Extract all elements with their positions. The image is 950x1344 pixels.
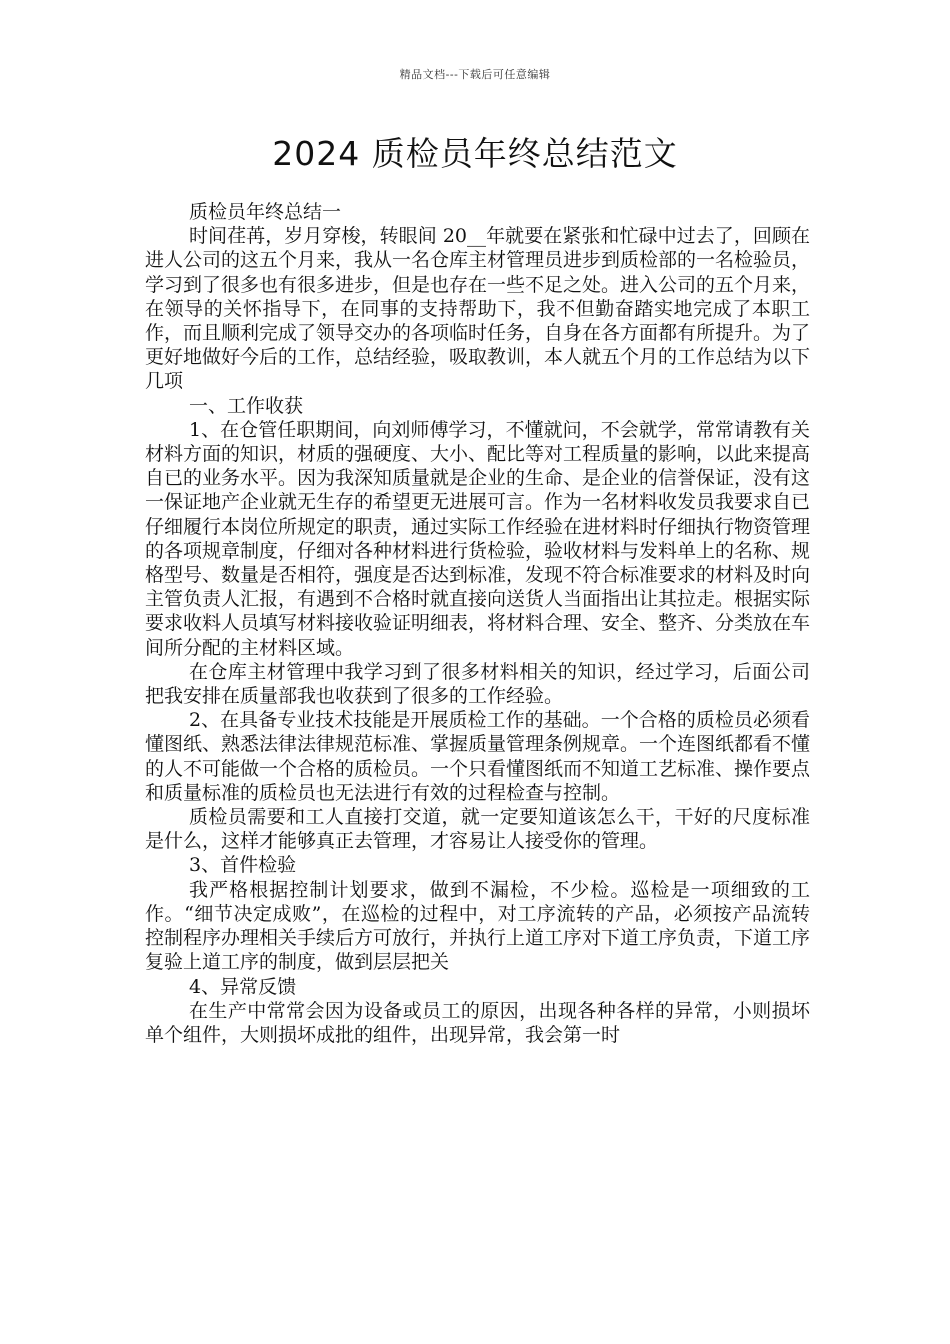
paragraph-item-4-heading: 4、异常反馈 bbox=[189, 975, 297, 998]
paragraph-item-3-heading: 3、首件检验 bbox=[189, 854, 297, 877]
paragraph-item-4: 在生产中常常会因为设备或员工的原因，出现各种各样的异常，小则损坏单个组件，大则损坏成批的组件，出现异常，我会第一时 bbox=[145, 999, 810, 1046]
paragraph-item-1-followup: 在仓库主材管理中我学习到了很多材料相关的知识，经过学习，后面公司把我安排在质量部我也收获到了很多的工作经验。 bbox=[145, 660, 810, 708]
document-body bbox=[145, 200, 810, 1047]
paragraph-intro: 时间荏苒，岁月穿梭，转眼间 20__年就要在紧张和忙碌中过去了，回顾在进人公司的这五个月来，我从一名仓库主材管理员进步到质检部的一名检验员，学习到了很多也有很多进步，但是也存在一些不足之处。进入公司的五个月来，在领导的关怀指导下，在同事的支持帮助下，我不但勤奋踏实地完成了本职工作，而且顺利完成了领导交办的各项临时任务，自身在各方面都有所提升。为了更好地做好今后的工作，总结经验，吸取教训，本人就五个月的工作总结为以下几项 bbox=[145, 225, 811, 393]
paragraph-item-1: 1、在仓管任职期间，向刘师傅学习，不懂就问，不会就学，常常请教有关材料方面的知识，材质的强硬度、大小、配比等对工程质量的影响，以此来提高自已的业务水平。因为我深知质量就是企业的生命、是企业的信誉保证，没有这一保证地产企业就无生存的希望更无进展可言。作为一名材料收发员我要求自已仔细履行本岗位所规定的职责，通过实际工作经验在进材料时仔细执行物资管理的各项规章制度，仔细对各种材料进行货检验，验收材料与发料单上的名称、规格型号、数量是否相符，强度是否达到标准，发现不符合标准要求的材料及时向主管负责人汇报，有遇到不合格时就直接向送货人当面指出让其拉走。根据实际要求收料人员填写材料接收验证明细表，将材料合理、安全、整齐、分类放在车间所分配的主材料区域。 bbox=[145, 418, 811, 659]
document-title: 2024 质检员年终总结范文 bbox=[272, 134, 678, 173]
header-note: 精品文档---下载后可任意编辑 bbox=[399, 68, 551, 81]
paragraph-item-2-followup: 质检员需要和工人直接打交道，就一定要知道该怎么干，干好的尺度标准是什么，这样才能够真正去管理，才容易让人接受你的管理。 bbox=[145, 806, 810, 853]
paragraph-item-2: 2、在具备专业技术技能是开展质检工作的基础。一个合格的质检员必须看懂图纸、熟悉法律法律规范标准、掌握质量管理条例规章。一个连图纸都看不懂的人不可能做一个合格的质检员。一个只看懂图纸而不知道工艺标准、操作要点和质量标准的质检员也无法进行有效的过程检查与控制。 bbox=[145, 709, 811, 804]
paragraph-summary-heading: 质检员年终总结一 bbox=[189, 201, 342, 223]
paragraph-section-heading-gains: 一、工作收获 bbox=[189, 394, 304, 417]
paragraph-item-3: 我严格根据控制计划要求，做到不漏检，不少检。巡检是一项细致的工作。“细节决定成败”，在巡检的过程中，对工序流转的产品，必须按产品流转控制程序办理相关手续后方可放行，并执行上道工序对下道工序负责，下道工序复验上道工序的制度，做到层层把关 bbox=[145, 878, 811, 974]
